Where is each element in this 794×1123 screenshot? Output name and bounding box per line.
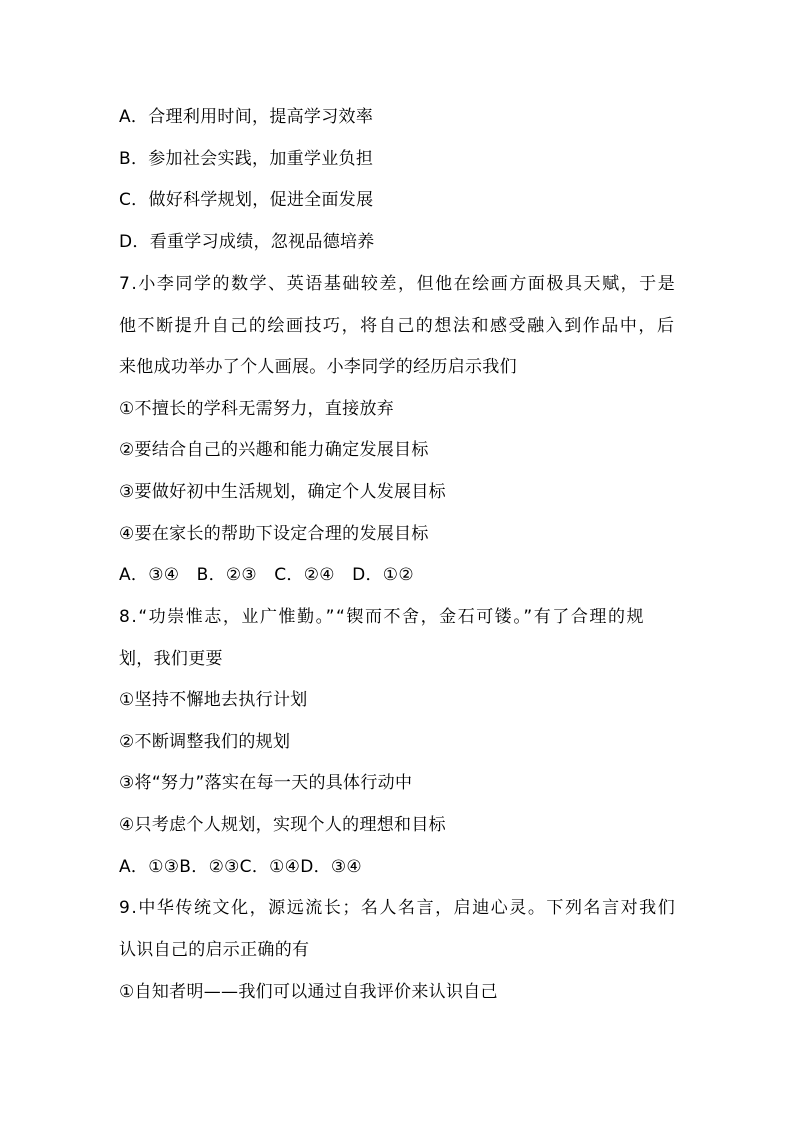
q9-statement-1: ①自知者明——我们可以通过自我评价来认识自己 — [119, 982, 498, 1002]
q8-statement-1: ①坚持不懈地去执行计划 — [119, 690, 308, 710]
q8-statement-2: ②不断调整我们的规划 — [119, 732, 291, 752]
question-7-line-2: 他不断提升自己的绘画技巧，将自己的想法和感受融入到作品中，后 — [119, 316, 676, 336]
q7-statement-1: ①不擅长的学科无需努力，直接放弃 — [119, 399, 395, 419]
question-8-line-1: 8.“功崇惟志，业广惟勤。”“锲而不舍，金石可镂。”有了合理的规 — [119, 607, 646, 627]
option-c-q6: C．做好科学规划，促进全面发展 — [119, 190, 374, 210]
question-9-line-1: 9.中华传统文化，源远流长；名人名言，启迪心灵。下列名言对我们 — [119, 898, 677, 918]
q7-statement-4: ④要在家长的帮助下设定合理的发展目标 — [119, 524, 429, 544]
option-d-q6: D．看重学习成绩，忽视品德培养 — [119, 232, 375, 252]
q8-statement-4: ④只考虑个人规划，实现个人的理想和目标 — [119, 815, 446, 835]
question-7-line-3: 来他成功举办了个人画展。小李同学的经历启示我们 — [119, 357, 517, 377]
option-b-q6: B．参加社会实践，加重学业负担 — [119, 149, 374, 169]
q7-answer-options: A．③④ B．②③ C．②④ D．①② — [119, 565, 414, 585]
option-a-q6: A．合理利用时间，提高学习效率 — [119, 107, 374, 127]
question-9-line-2: 认识自己的启示正确的有 — [119, 940, 310, 960]
question-7-line-1: 7.小李同学的数学、英语基础较差，但他在绘画方面极具天赋，于是 — [119, 274, 677, 294]
question-8-line-2: 划，我们更要 — [119, 649, 223, 669]
q7-statement-3: ③要做好初中生活规划，确定个人发展目标 — [119, 482, 446, 502]
q8-answer-options: A．①③B．②③C．①④D．③④ — [119, 857, 362, 877]
q8-statement-3: ③将“努力”落实在每一天的具体行动中 — [119, 773, 413, 793]
q7-statement-2: ②要结合自己的兴趣和能力确定发展目标 — [119, 440, 429, 460]
